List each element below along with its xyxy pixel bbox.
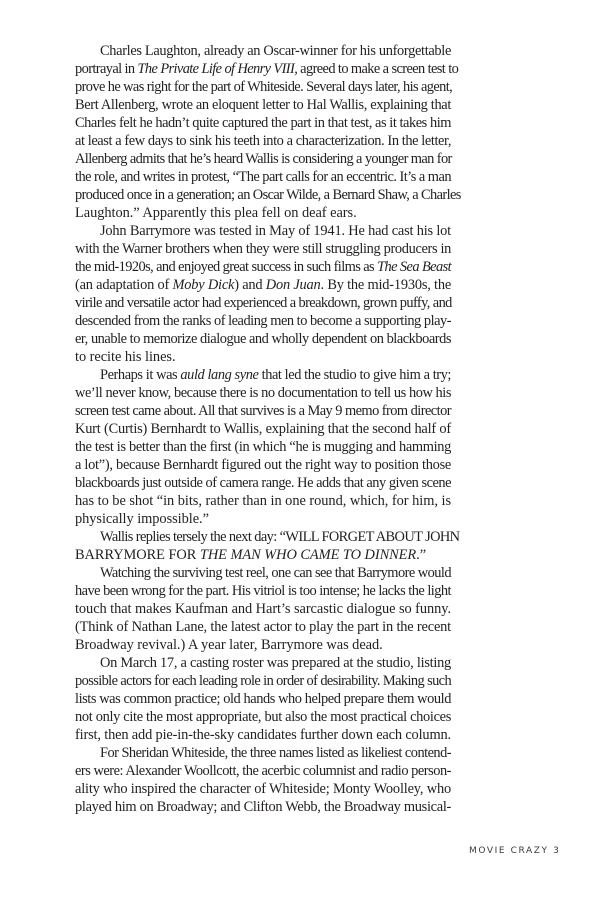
text-line [75, 240, 451, 258]
text-run: the mid-1920s, and enjoyed great success in such films as [75, 259, 378, 275]
text-run: (Think of Nathan Lane, the latest actor to play the part in the recent [75, 619, 452, 635]
text-line [75, 528, 460, 546]
text-run: .” [416, 547, 427, 563]
text-run: . By the mid-1930s, the [320, 277, 452, 293]
text-run: ) and [234, 277, 266, 293]
text-line [75, 276, 451, 294]
text-line [75, 492, 451, 510]
text-line [75, 60, 459, 78]
text-line [75, 366, 451, 384]
text-line [75, 546, 451, 564]
text-line [75, 330, 451, 348]
text-line [75, 456, 451, 474]
text-line [75, 636, 451, 654]
text-line [75, 564, 451, 582]
italic-title: The Private Life of Henry VIII [137, 61, 295, 77]
text-run: ality who inspired the character of Whiteside; Monty Woolley, who [75, 781, 451, 797]
text-run: the role, and writes in protest, “The part calls for an eccentric. It’s a man [75, 169, 451, 185]
text-run: played him on Broadway; and Clifton Webb, the Broadway musical- [75, 799, 452, 815]
text-run: to recite his lines. [75, 349, 176, 365]
text-run: produced once in a generation; an Oscar Wilde, a Bernard Shaw, a Charles [75, 187, 461, 203]
text-line [75, 690, 451, 708]
text-line [75, 258, 451, 276]
text-line [75, 348, 451, 366]
text-line [75, 150, 451, 168]
text-line [75, 78, 451, 96]
text-run: Bert Allenberg, wrote an eloquent letter to Hal Wallis, explaining that [75, 97, 451, 113]
paragraph [75, 744, 451, 816]
text-line [75, 420, 451, 438]
text-line [75, 204, 451, 222]
text-run: descended from the ranks of leading men to become a supporting play- [75, 313, 452, 329]
text-run: that led the studio to give him a try; [258, 367, 452, 383]
text-run: Wallis replies tersely the next day: “WILL FORGET ABOUT JOHN [100, 529, 460, 545]
text-run: prove he was right for the part of Whiteside. Several days later, his agent, [75, 79, 453, 95]
text-run: the test is better than the first (in which “he is mugging and hamming [75, 439, 452, 455]
text-line [75, 42, 451, 60]
text-line [75, 384, 451, 402]
text-run: have been wrong for the part. His vitriol is too intense; he lacks the light [75, 583, 452, 599]
paragraph [75, 42, 461, 222]
text-run: Perhaps it was [100, 367, 181, 383]
text-line [75, 474, 451, 492]
text-line [75, 96, 451, 114]
text-run: virile and versatile actor had experienced a breakdown, grown puffy, and [75, 295, 452, 311]
text-run: Watching the surviving test reel, one can see that Barrymore would [100, 565, 451, 581]
text-line [75, 762, 451, 780]
paragraph [75, 564, 451, 654]
body-text [75, 42, 461, 816]
text-line [75, 114, 451, 132]
paragraph [75, 222, 451, 366]
text-run: at least a few days to sink his teeth into a characterization. In the letter, [75, 133, 451, 149]
running-footer: MOVIE CRAZY 3 [469, 846, 561, 856]
italic-title: Don Juan [265, 277, 321, 293]
text-line [75, 294, 451, 312]
text-line [75, 132, 451, 150]
text-line [75, 222, 451, 240]
text-run: first, then add pie-in-the-sky candidates further down each column. [75, 727, 451, 743]
text-run: touch that makes Kaufman and Hart’s sarcastic dialogue so funny. [75, 601, 452, 617]
paragraph [75, 654, 451, 744]
text-line [75, 510, 451, 528]
text-run: Charles Laughton, already an Oscar-winner for his unforgettable [100, 43, 452, 59]
text-run: Allenberg admits that he’s heard Wallis is considering a younger man for [75, 151, 452, 167]
text-run: screen test came about. All that survives is a May 9 memo from director [75, 403, 451, 419]
text-run: On March 17, a casting roster was prepared at the studio, listing [100, 655, 451, 671]
text-run: physically impossible.” [75, 511, 209, 527]
text-run: not only cite the most appropriate, but also the most practical choices [75, 709, 451, 725]
text-line [75, 402, 451, 420]
text-run: with the Warner brothers when they were still struggling producers in [75, 241, 452, 257]
italic-title: auld lang syne [180, 367, 259, 383]
text-run: a lot”), because Bernhardt figured out the right way to position those [75, 457, 451, 473]
text-run: we’ll never know, because there is no documentation to tell us how his [75, 385, 452, 401]
text-line [75, 708, 451, 726]
italic-title: THE MAN WHO CAME TO DINNER [199, 547, 417, 563]
text-run: has to be shot “in bits, rather than in one round, which, for him, is [75, 493, 451, 509]
text-run: Broadway revival.) A year later, Barrymore was dead. [75, 637, 383, 653]
text-run: , agreed to make a screen test to [294, 61, 459, 77]
text-run: For Sheridan Whiteside, the three names listed as likeliest contend- [100, 745, 452, 761]
paragraph [75, 528, 460, 564]
italic-title: The Sea Beast [377, 259, 451, 275]
text-line [75, 168, 451, 186]
text-line [75, 780, 451, 798]
text-line [75, 438, 451, 456]
text-line [75, 654, 451, 672]
text-line [75, 582, 451, 600]
text-run: portrayal in [75, 61, 138, 77]
text-run: Laughton.” Apparently this plea fell on deaf ears. [75, 205, 357, 221]
text-line [75, 672, 451, 690]
text-run: possible actors for each leading role in order of desirability. Making such [75, 673, 452, 689]
text-line [75, 798, 451, 816]
text-line [75, 600, 451, 618]
text-run: (an adaptation of [75, 277, 173, 293]
text-run: John Barrymore was tested in May of 1941. He had cast his lot [100, 223, 451, 239]
paragraph [75, 366, 451, 528]
text-line [75, 744, 451, 762]
text-run: er, unable to memorize dialogue and wholly dependent on blackboards [75, 331, 452, 347]
text-run: blackboards just outside of camera range. He adds that any given scene [75, 475, 451, 491]
text-line [75, 726, 451, 744]
text-run: Kurt (Curtis) Bernhardt to Wallis, explaining that the second half of [75, 421, 451, 437]
text-line [75, 312, 451, 330]
text-line [75, 186, 461, 204]
text-run: BARRYMORE FOR [75, 547, 200, 563]
text-line [75, 618, 451, 636]
text-run: ers were: Alexander Woollcott, the acerbic columnist and radio person- [75, 763, 451, 779]
italic-title: Moby Dick [172, 277, 235, 293]
text-run: lists was common practice; old hands who helped prepare them would [75, 691, 451, 707]
text-run: Charles felt he hadn’t quite captured the part in that test, as it takes him [75, 115, 452, 131]
